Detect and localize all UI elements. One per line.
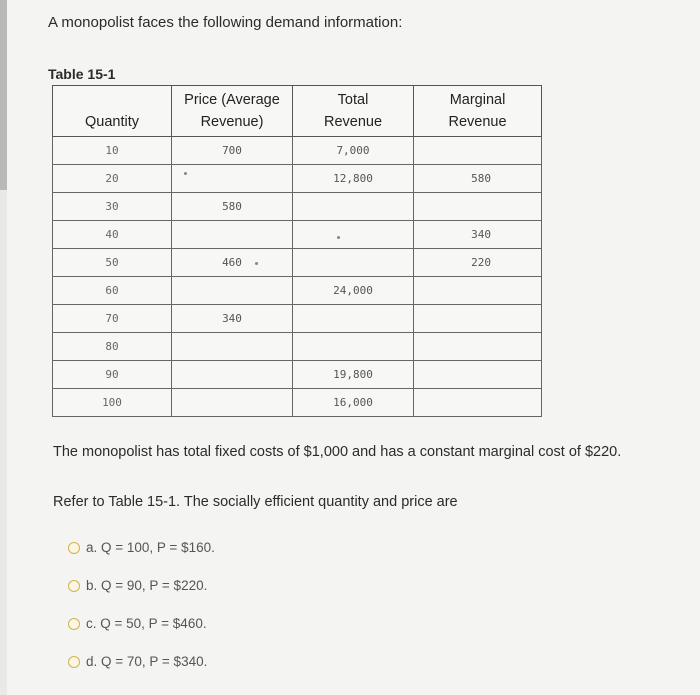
table-row <box>53 221 542 249</box>
cell-total-revenue <box>293 333 414 361</box>
answer-options <box>68 536 215 688</box>
cell-price: 340 <box>172 305 293 333</box>
cell-marginal-revenue <box>414 361 542 389</box>
option-d[interactable]: d. Q = 70, P = $340. <box>68 650 215 673</box>
cell-marginal-revenue <box>414 277 542 305</box>
cell-price <box>172 277 293 305</box>
radio-icon[interactable] <box>68 656 80 668</box>
cell-total-revenue: 16,000 <box>293 389 414 417</box>
cell-quantity: 30 <box>53 193 172 221</box>
option-a[interactable]: a. Q = 100, P = $160. <box>68 536 215 559</box>
stray-mark <box>184 172 187 175</box>
cell-price <box>172 165 293 193</box>
cell-marginal-revenue <box>414 305 542 333</box>
cell-marginal-revenue: 580 <box>414 165 542 193</box>
stray-mark <box>337 236 340 239</box>
cell-total-revenue: 7,000 <box>293 137 414 165</box>
question-prompt: Refer to Table 15-1. The socially efficient quantity and price are <box>53 494 458 510</box>
cell-marginal-revenue: 220 <box>414 249 542 277</box>
cell-price <box>172 389 293 417</box>
cell-quantity: 40 <box>53 221 172 249</box>
stray-mark <box>255 262 258 265</box>
radio-icon[interactable] <box>68 618 80 630</box>
header-total-revenue: Total Revenue <box>293 86 414 137</box>
demand-table <box>52 85 542 417</box>
table-header-row <box>53 86 542 137</box>
cell-marginal-revenue <box>414 193 542 221</box>
cell-total-revenue <box>293 305 414 333</box>
cell-total-revenue <box>293 249 414 277</box>
cell-total-revenue: 12,800 <box>293 165 414 193</box>
table-title: Table 15-1 <box>48 66 116 82</box>
question-stem: The monopolist has total fixed costs of $1,000 and has a constant marginal cost of $220. <box>53 444 622 460</box>
cell-price <box>172 361 293 389</box>
cell-quantity: 10 <box>53 137 172 165</box>
header-price: Price (Average Revenue) <box>172 86 293 137</box>
option-c[interactable]: c. Q = 50, P = $460. <box>68 612 215 635</box>
cell-total-revenue <box>293 193 414 221</box>
option-b[interactable]: b. Q = 90, P = $220. <box>68 574 215 597</box>
table-row <box>53 333 542 361</box>
radio-icon[interactable] <box>68 580 80 592</box>
table-row <box>53 305 542 333</box>
cell-price <box>172 333 293 361</box>
cell-price <box>172 221 293 249</box>
cell-price: 460 <box>172 249 293 277</box>
cell-marginal-revenue <box>414 389 542 417</box>
header-marginal-revenue: Marginal Revenue <box>414 86 542 137</box>
cell-marginal-revenue: 340 <box>414 221 542 249</box>
cell-quantity: 90 <box>53 361 172 389</box>
cell-price: 700 <box>172 137 293 165</box>
table-row <box>53 249 542 277</box>
intro-text: A monopolist faces the following demand information: <box>48 14 403 31</box>
cell-marginal-revenue <box>414 333 542 361</box>
cell-total-revenue <box>293 221 414 249</box>
cell-quantity: 80 <box>53 333 172 361</box>
table-row <box>53 361 542 389</box>
cell-price: 580 <box>172 193 293 221</box>
cell-quantity: 100 <box>53 389 172 417</box>
left-edge-shadow <box>0 0 7 190</box>
table-row <box>53 165 542 193</box>
table-row <box>53 137 542 165</box>
table-row <box>53 389 542 417</box>
cell-total-revenue: 19,800 <box>293 361 414 389</box>
table-row <box>53 277 542 305</box>
table-row <box>53 193 542 221</box>
cell-quantity: 70 <box>53 305 172 333</box>
cell-quantity: 50 <box>53 249 172 277</box>
cell-total-revenue: 24,000 <box>293 277 414 305</box>
cell-marginal-revenue <box>414 137 542 165</box>
cell-quantity: 60 <box>53 277 172 305</box>
radio-icon[interactable] <box>68 542 80 554</box>
header-quantity: Quantity <box>53 86 172 137</box>
cell-quantity: 20 <box>53 165 172 193</box>
